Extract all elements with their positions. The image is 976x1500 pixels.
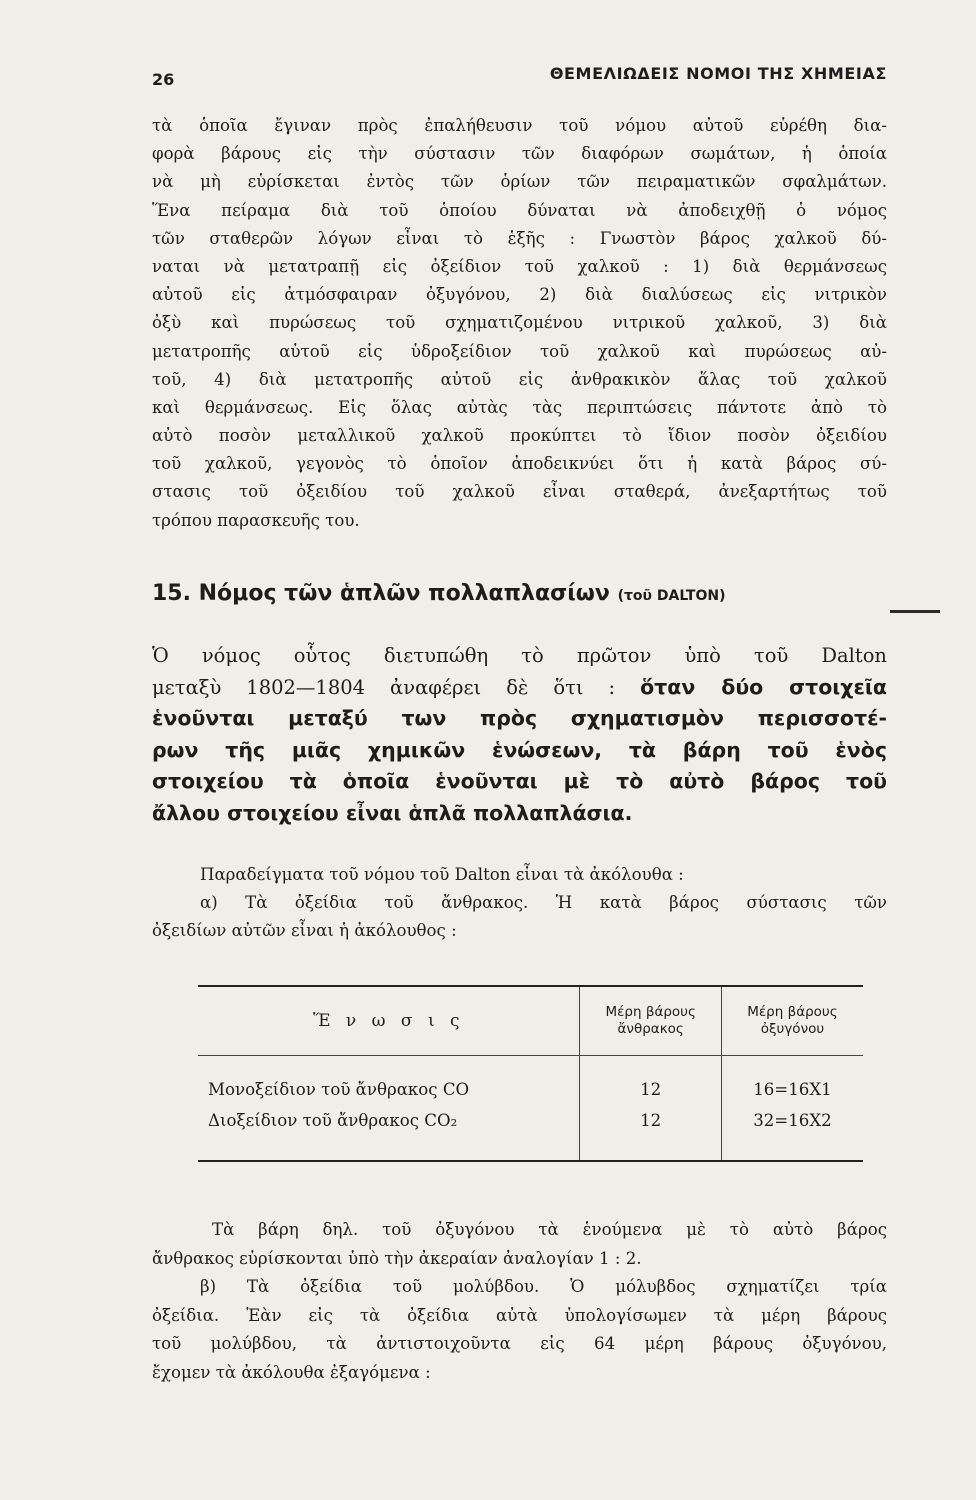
- carbon-cell: 12: [580, 1056, 721, 1106]
- text-line: ναται νὰ μετατραπῇ εἰς ὀξείδιον τοῦ χαλκοῦ : 1) διὰ θερμάνσεως: [152, 256, 887, 276]
- text-line: β) Τὰ ὀξείδια τοῦ μολύβδου. Ὁ μόλυβδος σχηματίζει τρία: [200, 1277, 887, 1296]
- text-line: τὰ ὁποῖα ἔγιναν πρὸς ἐπαλήθευσιν τοῦ νόμου αὐτοῦ εὑρέθη δια-: [152, 116, 887, 135]
- text-line: ἄνθρακος εὑρίσκονται ὑπὸ τὴν ἀκεραίαν ἀναλογίαν 1 : 2.: [152, 1248, 642, 1268]
- text-line: ἔχομεν τὰ ἀκόλουθα ἐξαγόμενα :: [152, 1362, 431, 1382]
- text-line: τοῦ μολύβδου, τὰ ἀντιστοιχοῦντα εἰς 64 μέρη βάρους ὀξυγόνου,: [152, 1334, 887, 1353]
- law-statement: [152, 640, 887, 830]
- text-line: στασις τοῦ ὀξειδίου τοῦ χαλκοῦ εἶναι σταθερά, ἀνεξαρτήτως τοῦ: [152, 482, 887, 502]
- law-bold-line: ρων τῆς μιᾶς χημικῶν ἑνώσεων, τὰ βάρη τοῦ ἑνὸς: [152, 737, 887, 762]
- oxygen-cell: 32=16X2: [721, 1105, 863, 1161]
- page-number: 26: [152, 70, 175, 89]
- law-bold-text: ὅταν δύο στοιχεῖα: [640, 674, 887, 699]
- law-bold-line: στοιχείου τὰ ὁποῖα ἑνοῦνται μὲ τὸ αὐτὸ βάρος τοῦ: [152, 769, 887, 794]
- table-row: [198, 1105, 863, 1161]
- text-line: ὀξείδια. Ἐὰν εἰς τὰ ὀξείδια αὐτὰ ὑπολογίσωμεν τὰ μέρη βάρους: [152, 1305, 887, 1325]
- page-header: [152, 64, 887, 88]
- text-line: Παραδείγματα τοῦ νόμου τοῦ Dalton εἶναι τὰ ἀκόλουθα :: [200, 865, 684, 884]
- carbon-cell: 12: [580, 1105, 721, 1161]
- text-line: Τὰ βάρη δηλ. τοῦ ὀξυγόνου τὰ ἑνούμενα μὲ τὸ αὐτὸ βάρος: [212, 1220, 887, 1239]
- text-line: νὰ μὴ εὑρίσκεται ἐντὸς τῶν ὁρίων τῶν πειραματικῶν σφαλμάτων.: [152, 172, 887, 192]
- table-row: [198, 1056, 863, 1106]
- underline-mark: [890, 610, 940, 613]
- law-bold-line: ἑνοῦνται μεταξύ των πρὸς σχηματισμὸν περισσοτέ-: [152, 706, 887, 731]
- header-carbon-weight: Μέρη βάρους ἄνθρακος: [580, 986, 721, 1056]
- text-line: τοῦ, 4) διὰ μετατροπῆς αὐτοῦ εἰς ἀνθρακικὸν ἅλας τοῦ χαλκοῦ: [152, 369, 887, 389]
- text-line: α) Τὰ ὀξείδια τοῦ ἄνθρακος. Ἡ κατὰ βάρος σύστασις τῶν: [200, 893, 887, 912]
- carbon-oxides-table: [198, 985, 863, 1162]
- law-bold-line: ἄλλου στοιχείου εἶναι ἁπλᾶ πολλαπλάσια.: [152, 800, 633, 825]
- section-title: 15. Νόμος τῶν ἁπλῶν πολλαπλασίων: [152, 581, 610, 606]
- text-line: Ὁ νόμος οὗτος διετυπώθη τὸ πρῶτον ὑπὸ τοῦ Dalton: [152, 644, 887, 667]
- text-line: αὐτοῦ εἰς ἀτμόσφαιραν ὀξυγόνου, 2) διὰ διαλύσεως εἰς νιτρικὸν: [152, 285, 887, 305]
- law-intro-text: μεταξὺ 1802—1804 ἀναφέρει δὲ ὅτι :: [152, 675, 616, 699]
- header-compound: Ἕ ν ω σ ι ς: [198, 986, 580, 1056]
- text-line: Ἕνα πείραμα διὰ τοῦ ὁποίου δύναται νὰ ἀποδειχθῇ ὁ νόμος: [152, 200, 887, 220]
- section-subtitle: (τοῦ DALTON): [617, 588, 726, 604]
- header-oxygen-weight: Μέρη βάρους ὀξυγόνου: [721, 986, 863, 1056]
- table-header-row: [198, 986, 863, 1056]
- running-head: ΘΕΜΕΛΙΩΔΕΙΣ ΝΟΜΟΙ ΤΗΣ ΧΗΜΕΙΑΣ: [549, 64, 887, 83]
- text-line: καὶ θερμάνσεως. Εἰς ὅλας αὐτὰς τὰς περιπτώσεις πάντοτε ἀπὸ τὸ: [152, 397, 887, 417]
- text-line: τῶν σταθερῶν λόγων εἶναι τὸ ἑξῆς : Γνωστὸν βάρος χαλκοῦ δύ-: [152, 228, 887, 248]
- text-line: τρόπου παρασκευῆς του.: [152, 510, 360, 530]
- text-line: μετατροπῆς αὐτοῦ εἰς ὑδροξείδιον τοῦ χαλκοῦ καὶ πυρώσεως αὐ-: [152, 341, 887, 361]
- compound-cell: Μονοξείδιον τοῦ ἄνθρακος CO: [208, 1080, 470, 1099]
- text-line: τοῦ χαλκοῦ, γεγονὸς τὸ ὁποῖον ἀποδεικνύει ὅτι ἡ κατὰ βάρος σύ-: [152, 454, 887, 474]
- intro-paragraph: [152, 112, 887, 535]
- closing-paragraph: [152, 1216, 887, 1387]
- oxygen-cell: 16=16X1: [721, 1056, 863, 1106]
- examples-paragraph: [152, 861, 887, 945]
- compound-cell: Διοξείδιον τοῦ ἄνθρακος CO₂: [208, 1111, 458, 1130]
- text-line: ὀξὺ καὶ πυρώσεως τοῦ σχηματιζομένου νιτρικοῦ χαλκοῦ, 3) διὰ: [152, 313, 887, 333]
- text-line: ὀξειδίων αὐτῶν εἶναι ἡ ἀκόλουθος :: [152, 921, 457, 940]
- text-line: [152, 672, 887, 704]
- text-line: φορὰ βάρους εἰς τὴν σύστασιν τῶν διαφόρων σωμάτων, ἡ ὁποία: [152, 144, 887, 164]
- section-heading: [152, 576, 887, 614]
- text-line: αὐτὸ ποσὸν μεταλλικοῦ χαλκοῦ προκύπτει τὸ ἴδιον ποσὸν ὀξειδίου: [152, 426, 887, 446]
